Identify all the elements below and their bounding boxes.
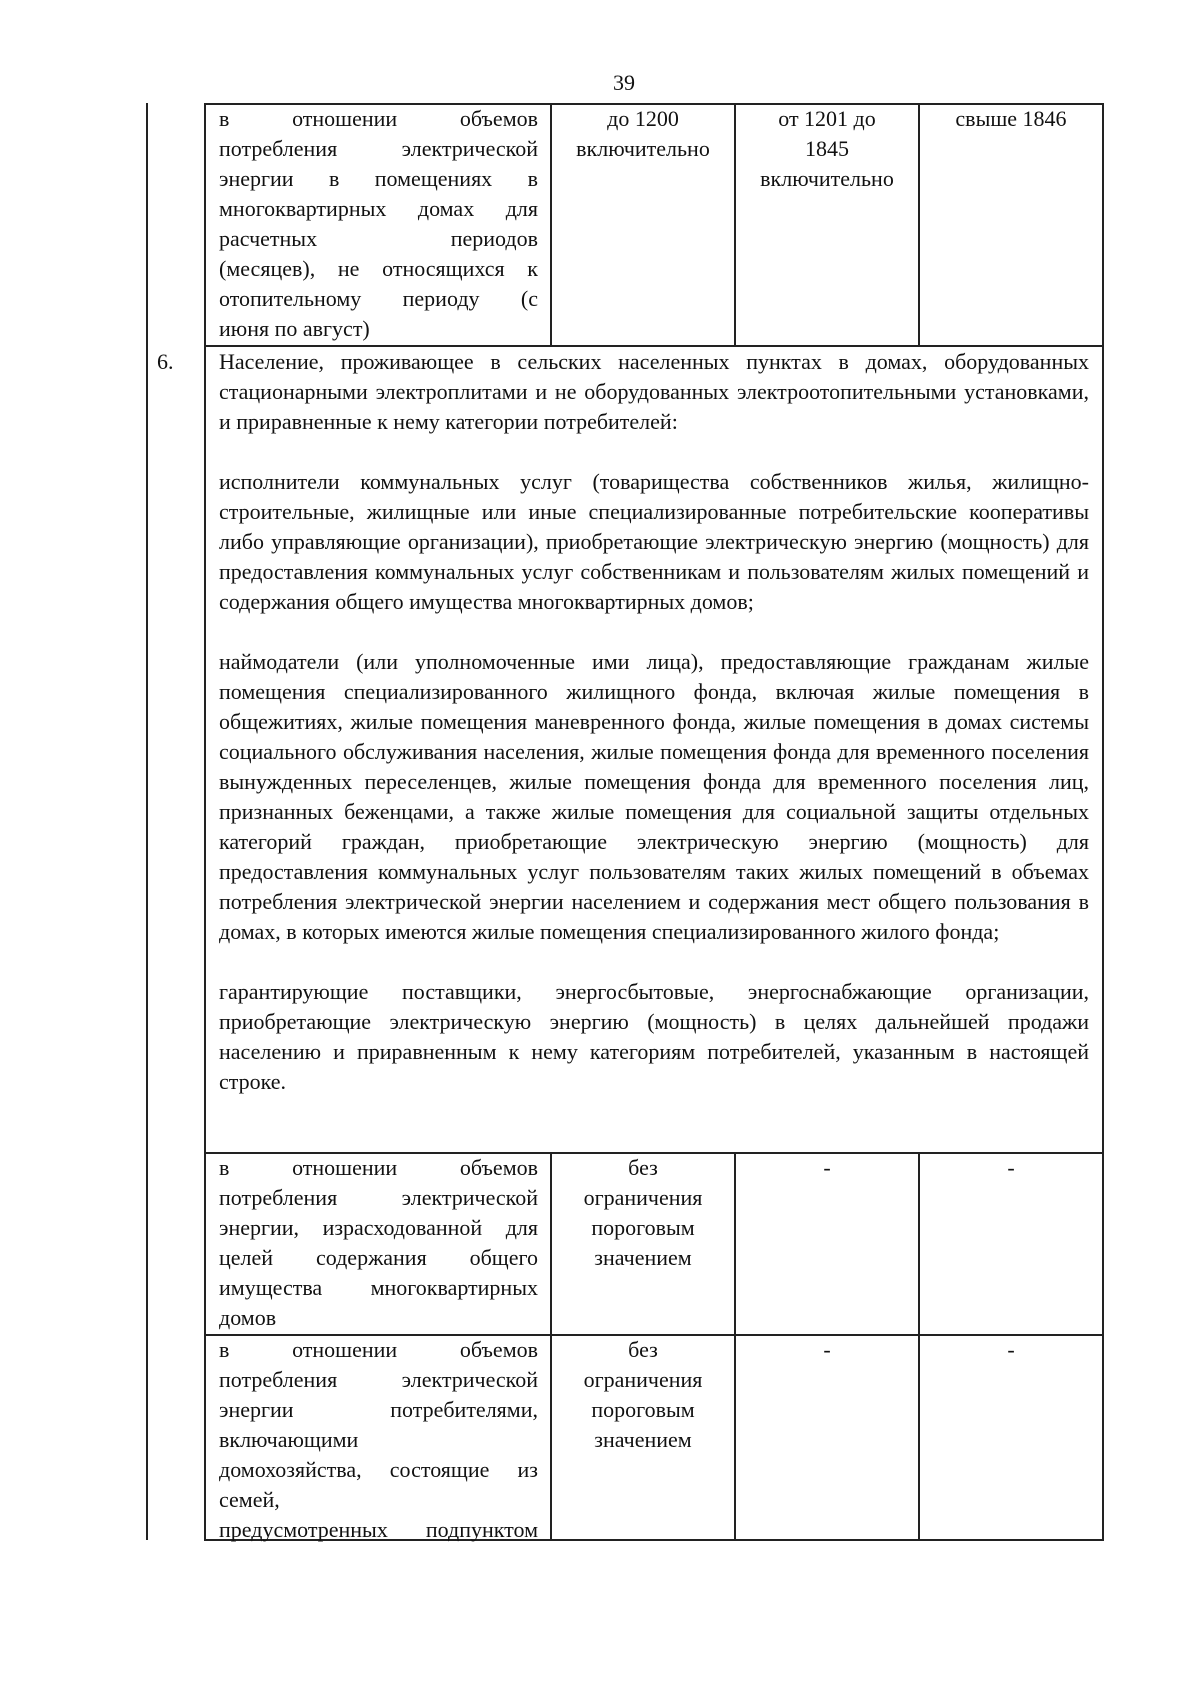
table-border-right	[1102, 103, 1104, 1541]
text-line: семей,	[219, 1487, 280, 1512]
row-top-threshold-1: до 1200 включительно	[576, 106, 710, 161]
row6-paragraph: наймодатели (или уполномоченные ими лица), предоставляющие гражданам жилые помещения специализированного жилищного фонда, включая жилые помещения в общежитиях, жилые помещения маневренного фонда, жилые помещения в домах системы социального обслуживания населения, жилые помещения фонда для временного поселения вынужденных переселенцев, жилые помещения фонда для временного поселения лиц, признанных беженцами, а также жилые помещения для социальной защиты отдельных категорий граждан, приобретающие электрическую энергию (мощность) для предоставления коммунальных услуг пользователям таких жилых помещений в объемах потребления электрической энергии населением и содержания мест общего пользования в домах, в которых имеются жилые помещения специализированного жилого фонда;	[219, 649, 1089, 944]
text-line: в отношении объемов	[219, 1337, 538, 1362]
text-line: (месяцев), не относящихся к	[219, 256, 538, 281]
left-rule	[146, 103, 148, 1540]
text-line: многоквартирных домах для	[219, 196, 538, 221]
row-b-description	[219, 1335, 538, 1545]
row-a-threshold-1: без ограничения пороговым значением	[583, 1155, 703, 1270]
text-line: июня по август)	[219, 316, 370, 341]
text-line: целей содержания общего	[219, 1245, 538, 1270]
text-line: расчетных периодов	[219, 226, 538, 251]
row6-body	[219, 347, 1089, 1097]
row-number: 6.	[157, 349, 174, 374]
row-a-description	[219, 1153, 538, 1333]
row-a-threshold-3: -	[1007, 1155, 1015, 1180]
text-line: включающими	[219, 1427, 359, 1452]
text-line: домохозяйства, состоящие из	[219, 1457, 538, 1482]
row6-paragraph: Население, проживающее в сельских населенных пунктах в домах, оборудованных стационарными электроплитами и не оборудованных электроотопительными установками, и приравненные к нему категории потребителей:	[219, 349, 1089, 434]
text-line: отопительному периоду (с	[219, 286, 538, 311]
row-b-threshold-1: без ограничения пороговым значением	[583, 1337, 703, 1452]
text-line: потребления электрической	[219, 1367, 538, 1392]
page-number: 39	[613, 70, 635, 95]
text-line: энергии в помещениях в	[219, 166, 538, 191]
text-line: имущества многоквартирных	[219, 1275, 538, 1300]
text-line: в отношении объемов	[219, 106, 538, 131]
row-b-threshold-3: -	[1007, 1337, 1015, 1362]
text-line: энергии потребителями,	[219, 1397, 538, 1422]
row-top-description	[219, 104, 538, 344]
text-line: потребления электрической	[219, 1185, 538, 1210]
text-line: домов	[219, 1305, 277, 1330]
row-top-threshold-2: от 1201 до 1845 включительно	[760, 106, 894, 191]
row-a-threshold-2: -	[823, 1155, 831, 1180]
column-divider	[918, 103, 920, 347]
row6-paragraph: гарантирующие поставщики, энергосбытовые, энергоснабжающие организации, приобретающие электрическую энергию (мощность) в целях дальнейшей продажи населению и приравненным к нему категориям потребителей, указанным в настоящей строке.	[219, 979, 1089, 1094]
text-line: потребления электрической	[219, 136, 538, 161]
row-top-threshold-3: свыше 1846	[955, 106, 1067, 131]
text-line: предусмотренных подпунктом	[219, 1517, 538, 1542]
text-line: в отношении объемов	[219, 1155, 538, 1180]
row-b-threshold-2: -	[823, 1337, 831, 1362]
table-border-left	[204, 103, 206, 1541]
text-line: энергии, израсходованной для	[219, 1215, 538, 1240]
row6-paragraph: исполнители коммунальных услуг (товарищества собственников жилья, жилищно-строительные, жилищные или иные специализированные потребительские кооперативы либо управляющие организации), приобретающие электрическую энергию (мощность) для предоставления коммунальных услуг собственникам и пользователям жилых помещений и содержания общего имущества многоквартирных домов;	[219, 469, 1089, 614]
